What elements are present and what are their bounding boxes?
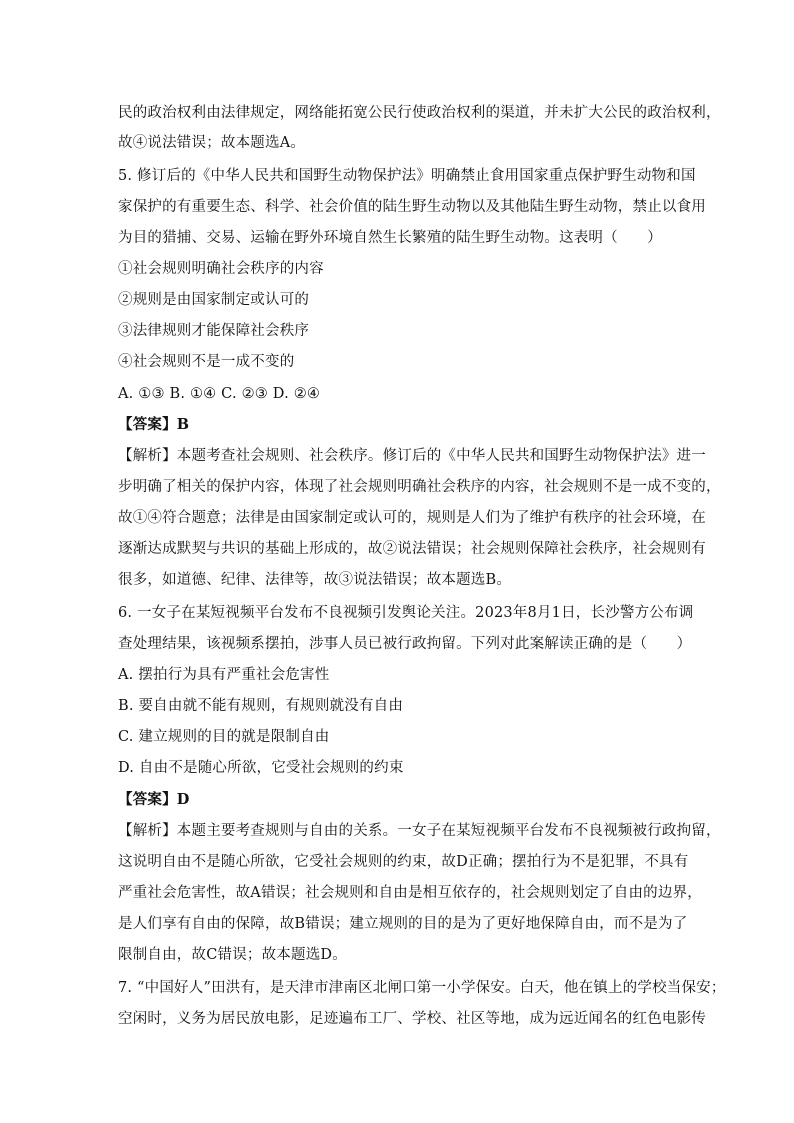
q5-analysis-line-3: 故①④符合题意；法律是由国家制定或认可的，规则是人们为了维护有秩序的社会环境，在 <box>118 510 706 526</box>
q6-option-b: B. 要自由就不能有规则，有规则就没有自由 <box>118 698 404 714</box>
q5-analysis-line-5: 很多，如道德、纪律、法律等，故③说法错误；故本题选B。 <box>118 572 512 588</box>
intro-line-2: 故④说法错误；故本题选A。 <box>118 135 306 151</box>
q5-option-2: ②规则是由国家制定或认可的 <box>118 292 310 308</box>
q5-option-4: ④社会规则不是一成不变的 <box>118 354 295 370</box>
q6-stem-line-2: 查处理结果，该视频系摆拍，涉事人员已被行政拘留。下列对此案解读正确的是（ ） <box>118 636 692 652</box>
intro-line-1: 民的政治权利由法律规定，网络能拓宽公民行使政治权利的渠道，并未扩大公民的政治权利， <box>118 105 721 121</box>
q5-option-1: ①社会规则明确社会秩序的内容 <box>118 261 324 277</box>
q5-analysis-line-2: 步明确了相关的保护内容，体现了社会规则明确社会秩序的内容，社会规则不是一成不变的， <box>118 479 721 495</box>
q6-analysis-line-3: 严重社会危害性，故A错误；社会规则和自由是相互依存的，社会规则划定了自由的边界， <box>118 885 702 901</box>
q6-option-c: C. 建立规则的目的就是限制自由 <box>118 729 330 745</box>
q5-answer: 【答案】B <box>118 416 190 433</box>
q6-option-a: A. 摆拍行为具有严重社会危害性 <box>118 667 330 683</box>
q6-analysis-line-5: 限制自由，故C错误；故本题选D。 <box>118 947 347 963</box>
q6-analysis-line-1: 【解析】本题主要考查规则与自由的关系。一女子在某短视频平台发布不良视频被行政拘留， <box>118 823 721 839</box>
q6-stem-line-1: 6. 一女子在某短视频平台发布不良视频引发舆论关注。2023年8月1日，长沙警方公布调 <box>118 605 694 621</box>
q6-analysis-line-2: 这说明自由不是随心所欲，它受社会规则的约束，故D正确；摆拍行为不是犯罪，不具有 <box>118 854 689 870</box>
q7-stem-line-1: 7. “中国好人”田洪有，是天津市津南区北闸口第一小学保安。白天，他在镇上的学校当保安； <box>118 980 726 996</box>
q6-analysis-line-4: 是人们享有自由的保障，故B错误；建立规则的目的是为了更好地保障自由，而不是为了 <box>118 916 688 932</box>
q5-stem-line-3: 为目的猎捕、交易、运输在野外环境自然生长繁殖的陆生野生动物。这表明（ ） <box>118 230 662 246</box>
q7-stem-line-2: 空闲时，义务为居民放电影，足迹遍布工厂、学校、社区等地，成为远近闻名的红色电影传 <box>118 1011 706 1027</box>
q6-option-d: D. 自由不是随心所欲，它受社会规则的约束 <box>118 760 404 776</box>
q5-analysis-line-1: 【解析】本题考查社会规则、社会秩序。修订后的《中华人民共和国野生动物保护法》进一 <box>118 448 706 464</box>
q5-stem-line-1: 5. 修订后的《中华人民共和国野生动物保护法》明确禁止食用国家重点保护野生动物和国 <box>118 168 696 184</box>
q5-analysis-line-4: 逐渐达成默契与共识的基础上形成的，故②说法错误；社会规则保障社会秩序，社会规则有 <box>118 541 706 557</box>
q5-stem-line-2: 家保护的有重要生态、科学、社会价值的陆生野生动物以及其他陆生野生动物，禁止以食用 <box>118 199 706 215</box>
q6-answer: 【答案】D <box>118 791 190 808</box>
q5-choices: A. ①③ B. ①④ C. ②③ D. ②④ <box>118 386 321 402</box>
q5-option-3: ③法律规则才能保障社会秩序 <box>118 323 310 339</box>
